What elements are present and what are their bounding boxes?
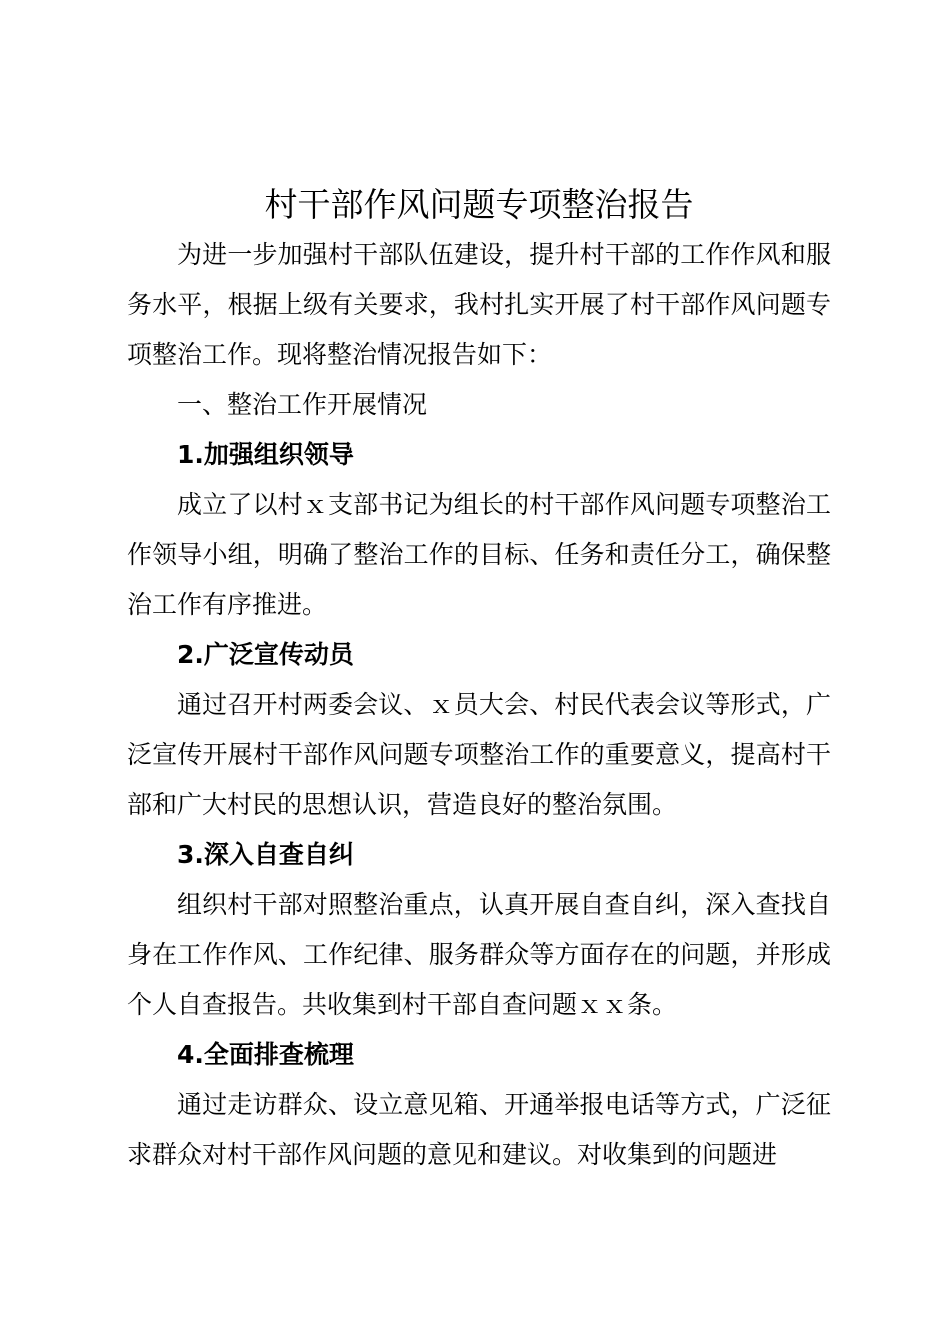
intro-paragraph: 为进一步加强村干部队伍建设，提升村干部的工作作风和服务水平，根据上级有关要求，我村扎实开展了村干部作风问题专项整治工作。现将整治情况报告如下： <box>127 240 831 369</box>
document-body <box>127 230 831 1180</box>
section-heading: 一、整治工作开展情况 <box>177 390 428 419</box>
document-title: 村干部作风问题专项整治报告 <box>264 185 694 224</box>
item-paragraph-3: 组织村干部对照整治重点，认真开展自查自纠，深入查找自身在工作作风、工作纪律、服务群众等方面存在的问题，并形成个人自查报告。共收集到村干部自查问题ｘｘ条。 <box>127 890 831 1019</box>
item-paragraph-1: 成立了以村ｘ支部书记为组长的村干部作风问题专项整治工作领导小组，明确了整治工作的目标、任务和责任分工，确保整治工作有序推进。 <box>127 490 831 619</box>
item-heading-1: 1.加强组织领导 <box>177 440 354 469</box>
item-heading-2: 2.广泛宣传动员 <box>177 640 354 669</box>
item-heading-3: 3.深入自查自纠 <box>177 840 354 869</box>
item-paragraph-4: 通过走访群众、设立意见箱、开通举报电话等方式，广泛征求群众对村干部作风问题的意见和建议。对收集到的问题进 <box>127 1090 831 1169</box>
item-heading-4: 4.全面排查梳理 <box>177 1040 354 1069</box>
item-paragraph-2: 通过召开村两委会议、ｘ员大会、村民代表会议等形式，广泛宣传开展村干部作风问题专项整治工作的重要意义，提高村干部和广大村民的思想认识，营造良好的整治氛围。 <box>127 690 831 819</box>
